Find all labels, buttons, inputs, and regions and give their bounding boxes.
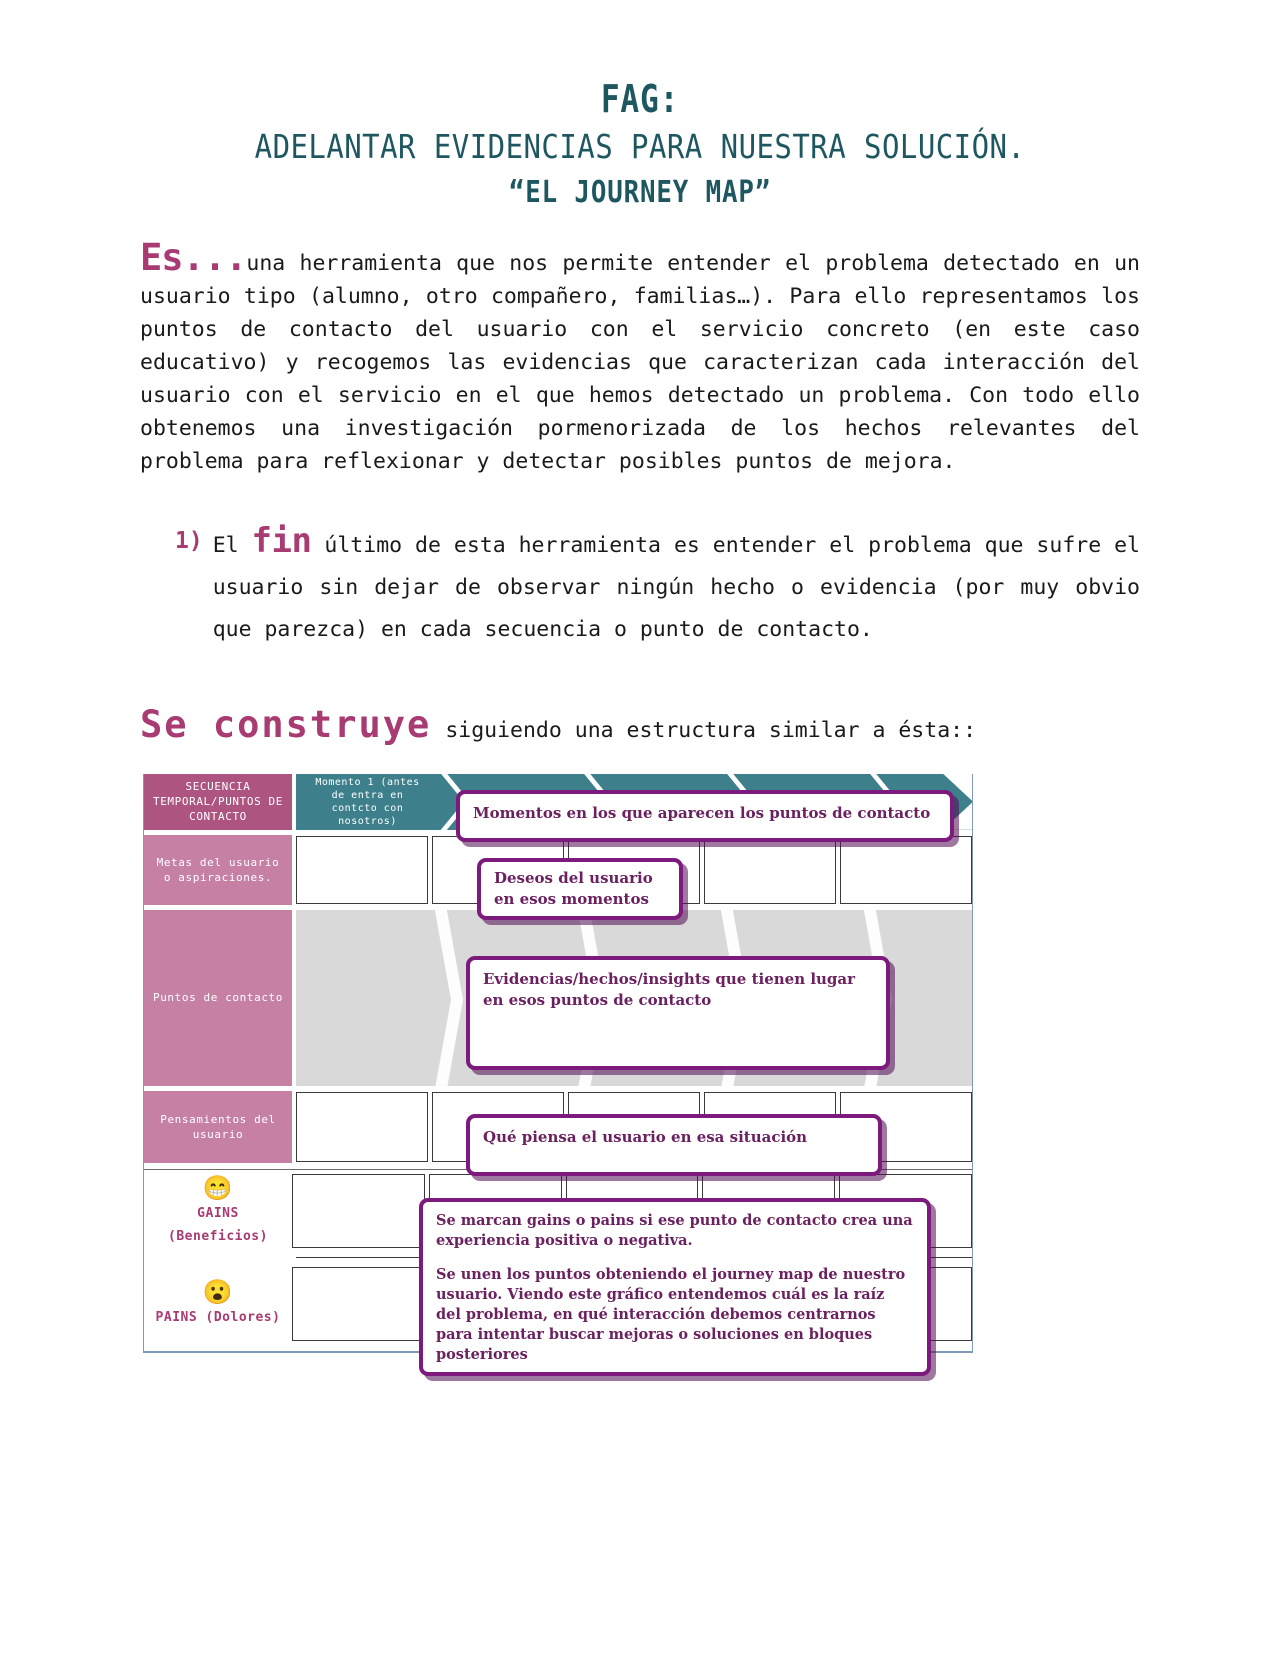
pains-label: PAINS (Dolores) xyxy=(155,1310,281,1326)
callout-evidencias: Evidencias/hechos/insights que tienen lugar en esos puntos de contacto xyxy=(466,956,890,1070)
moment-1-header: Momento 1 (antes de entra en contcto con nosotros) xyxy=(315,776,420,827)
gains-label-group xyxy=(144,1174,292,1248)
callout-marcan-p1: Se marcan gains o pains si ese punto de contacto crea una experiencia positiva o negativa. xyxy=(436,1211,913,1249)
construye-heading-row xyxy=(140,703,1140,746)
table-cell[interactable] xyxy=(704,836,836,904)
callout-marcan xyxy=(419,1198,931,1376)
table-cell[interactable] xyxy=(296,1092,428,1162)
list-text-after: último de esta herramienta es entender el problema que sufre el usuario sin dejar de observar ningún hecho o evidencia (por muy obvio que parezca) en cada secuencia o punto de contacto. xyxy=(212,532,1140,642)
table-cell[interactable] xyxy=(292,1174,425,1248)
list-marker: 1) xyxy=(175,527,203,554)
title-subtitle: ADELANTAR EVIDENCIAS PARA NUESTRA SOLUCIÓN. xyxy=(254,126,1026,166)
intro-paragraph xyxy=(140,235,1140,478)
callout-moments: Momentos en los que aparecen los puntos de contacto xyxy=(456,790,954,842)
callout-marcan-p2: Se unen los puntos obteniendo el journey map de nuestro usuario. Viendo este gráfico entendemos cuál es la raíz del problema, en qué interacción debemos centrarnos para intentar buscar mejoras o soluciones en bloques posteriores xyxy=(436,1265,906,1363)
pains-label-group xyxy=(144,1267,292,1341)
title-main: FAG: xyxy=(600,77,680,121)
table-cell[interactable] xyxy=(840,836,972,904)
table-cell[interactable] xyxy=(296,836,428,904)
list-text-highlight: fin xyxy=(251,520,312,561)
frowning-face-icon: 😮 xyxy=(202,1278,234,1307)
callout-piensa: Qué piensa el usuario en esa situación xyxy=(466,1114,882,1176)
construye-tail: siguiendo una estructura similar a ésta:: xyxy=(445,717,977,743)
row-label-goals: Metas del usuario o aspiraciones. xyxy=(144,835,292,905)
row-label-sequence: SECUENCIA TEMPORAL/PUNTOS DE CONTACTO xyxy=(144,774,292,830)
callout-deseos: Deseos del usuario en esos momentos xyxy=(477,858,683,920)
title-quoted: “EL JOURNEY MAP” xyxy=(508,175,772,211)
intro-lead: Es... xyxy=(140,235,247,279)
list-text-before: El xyxy=(212,532,252,558)
row-label-touchpoints: Puntos de contacto xyxy=(144,910,292,1086)
chevron-icon xyxy=(433,910,463,1086)
construye-heading: Se construye xyxy=(140,702,432,746)
numbered-list-item xyxy=(140,520,1140,651)
intro-body: una herramienta que nos permite entender el problema detectado en un usuario tipo (alumno, otro compañero, familias…). Para ello representamos los puntos de contacto del usuario con el servicio concreto (en este caso educativo) y recogemos las evidencias que caracterizan cada interacción del usuario con el servicio en el que hemos detectado un problema. Con todo ello obtenemos una investigación pormenorizada de los hechos relevantes del problema para reflexionar y detectar posibles puntos de mejora. xyxy=(140,250,1140,474)
journey-map-diagram xyxy=(143,774,973,1363)
list-item-text xyxy=(213,520,1140,651)
page-title xyxy=(140,0,1140,215)
grinning-face-icon: 😁 xyxy=(202,1173,234,1202)
row-label-thoughts: Pensamientos del usuario xyxy=(144,1091,292,1163)
gains-label: GAINS xyxy=(197,1205,239,1221)
gains-sublabel: (Beneficios) xyxy=(168,1228,268,1244)
table-cell[interactable] xyxy=(292,1267,425,1341)
